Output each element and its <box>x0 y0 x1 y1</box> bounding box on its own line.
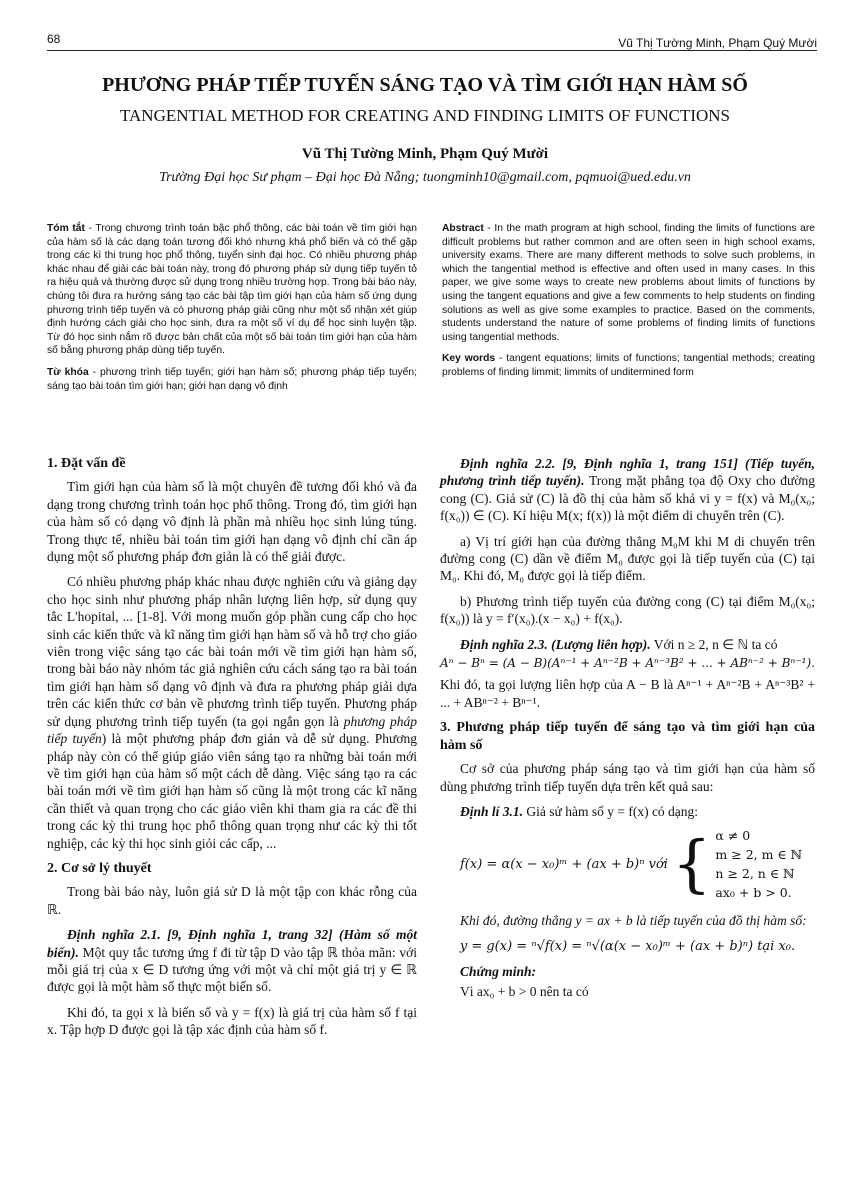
abstract-vn-text: - Trong chương trình toán bậc phổ thông, các bài toán về tìm giới hạn của hàm số là các dạng toán tương đối khó nhưng khá phổ biến và có thể gặp trong các kì thi trung học phổ thông, tuyển sinh đại học. Có nhiều phương pháp khác nhau để giải các bài toán này, trong đó phương pháp sử dụng tiếp tuyến tỏ ra hiệu quả và thường được sử dụng trong nhiều trường hợp. Trong bài báo này, chúng tôi đưa ra hướng sáng tạo các bài tập tìm giới hạn của hàm số ứng dụng phương trình tiếp tuyến và có phương pháp giải cũng như một số nhận xét giúp định hướng cách giải cho học sinh, đưa ra một số ví dụ để học sinh luyện tập. Từ đó học sinh nắm rõ được bản chất của một số bài toán tìm giới hạn của hàm số bằng phương pháp dùng tiếp tuyến. <box>47 223 417 357</box>
conjugate-identity: Aⁿ − Bⁿ = (A − B)(Aⁿ⁻¹ + Aⁿ⁻²B + Aⁿ⁻³B² + ... + ABⁿ⁻² + Bⁿ⁻¹). <box>440 656 815 671</box>
left-column <box>47 455 417 1047</box>
condition-item: n ≥ 2, n ∈ ℕ <box>715 866 795 882</box>
section-2-paragraph-1: Trong bài báo này, luôn giả sử D là một tập con khác rỗng của ℝ. <box>47 884 417 917</box>
running-header <box>47 30 817 51</box>
proof-heading: Chứng minh: <box>460 964 536 980</box>
theorem-3-1-conclusion: Khi đó, đường thẳng y = ax + b là tiếp tuyến của đồ thị hàm số: <box>460 913 807 929</box>
definition-2-3: Định nghĩa 2.3. (Lượng liên hợp). Với n ≥ 2, n ∈ ℕ ta có <box>460 636 778 652</box>
keywords-vn-text: - phương trình tiếp tuyến; giới hạn hàm số; phương pháp tiếp tuyến; sáng tạo bài toán tìm giới hạn; giới hạn dạng vô định <box>47 366 417 392</box>
section-2-paragraph-2: Khi đó, ta gọi x là biến số và y = f(x) là giá trị của hàm số f tại x. Tập hợp D được gọi là tập xác định của hàm số f. <box>47 1004 417 1038</box>
author-list: Vũ Thị Tường Minh, Phạm Quý Mười <box>301 146 549 162</box>
keywords-vn-label: Từ khóa <box>47 366 89 378</box>
page-number: 68 <box>47 32 61 46</box>
section-1-paragraph-2: Có nhiều phương pháp khác nhau được nghiên cứu và giảng dạy cho học sinh như phương pháp nhân lượng liên hợp, sử dụng quy tắc L'hopital, ... [1-8]. Với mong muốn góp phần cung cấp cho học sinh các kiến thức và kĩ năng tìm giới hạn hàm số và hỗ trợ cho giáo viên trong việc sáng tạo các bài toán mới về tìm giới hạn hàm số, trong bài báo này nhóm tác giả nghiên cứu cách sáng tạo ra bài toán tìm giới hạn hàm số dạng vô định và đưa ra phương pháp giải dựa trên các kiến thức cơ bản về phương trình tiếp tuyến. Phương pháp sử dụng phương trình tiếp tuyến (ta gọi ngắn gọn là phương pháp tiếp tuyến) là một phương pháp đơn giản và dễ sử dụng. Phương pháp này còn có thể giúp giáo viên sáng tạo ra những bài toán mới về tìm giới hạn của hàm số một cách dễ dàng. Việc sáng tạo ra các bài toán mới về tìm giới hạn hàm số cũng là một trong các kĩ năng cần thiết và quan trọng cho các giáo viên khi tham gia ra các đề thi trong các kỳ thi trung học phổ thông quan trọng như các kỳ thi tốt nghiệp, các kỳ thi học sinh giỏi các cấp, ... <box>47 574 418 851</box>
definition-2-2-part-a: a) Vị trí giới hạn của đường thẳng M₀M khi M di chuyển trên đường cong (C) dần về điểm M₀ được gọi là tiếp tuyến của (C) tại M₀. Khi đó, M₀ được gọi là tiếp điểm. <box>440 533 815 584</box>
condition-item: m ≥ 2, m ∈ ℕ <box>715 847 803 863</box>
title-vietnamese: PHƯƠNG PHÁP TIẾP TUYẾN SÁNG TẠO VÀ TÌM GIỚI HẠN HÀM SỐ <box>102 74 748 96</box>
right-column <box>440 455 815 1008</box>
definition-2-1: Định nghĩa 2.1. [9, Định nghĩa 1, trang 32] (Hàm số một biến). Một quy tắc tương ứng f đi từ tập D vào tập ℝ thỏa mãn: với mỗi giá trị của x ∈ D tương ứng với một và chỉ một giá trị y ∈ ℝ được gọi là một hàm số thực một biến số. <box>47 927 417 995</box>
definition-2-2: Định nghĩa 2.2. [9, Định nghĩa 1, trang 151] (Tiếp tuyến, phương trình tiếp tuyến). Trong mặt phẳng tọa độ Oxy cho đường cong (C). Giả sử (C) là đồ thị của hàm số khả vi y = f(x) và M₀(x₀; f(x₀)) ∈ (C). Kí hiệu M(x; f(x)) là một điểm di chuyển trên (C). <box>440 456 815 524</box>
abstract-english <box>442 222 815 380</box>
theorem-3-1-equation: y = g(x) = ⁿ√f(x) = ⁿ√(α(x − x₀)ᵐ + (ax + b)ⁿ) tại x₀. <box>459 938 796 954</box>
section-3-paragraph-1: Cơ sở của phương pháp sáng tạo và tìm giới hạn của hàm số dùng phương trình tiếp tuyến dựa trên kết quả sau: <box>440 761 815 794</box>
condition-item: ax₀ + b > 0. <box>715 885 792 901</box>
abstract-vn-label: Tóm tắt <box>47 223 85 234</box>
theorem-3-1: Định lí 3.1. Giả sử hàm số y = f(x) có dạng: <box>460 803 699 819</box>
abstract-en-label: Abstract <box>442 223 484 234</box>
condition-item: α ≠ 0 <box>715 828 751 844</box>
keywords-en-text: - tangent equations; limits of functions; tangential methods; creating problems of finding limmit; limmits of unditermined form <box>442 353 815 378</box>
abstract-en-text: - In the math program at high school, finding the limits of functions are difficult problems but rather common and are often seen in high school exams, university exams. There are many different methods to solve such problems, in which the tangential method is effective and often used in many cases. In this paper, we give some ways to create new problems about limits of functions by using the tangent equations and give a few comments to help students on finding solutions as well as give some examples to practice. Based on the comments, students understand the nature of some problems of finding limits of functions using tangential methods. <box>442 223 815 343</box>
section-3-title: 3. Phương pháp tiếp tuyến để sáng tạo và tìm giới hạn của hàm số <box>440 720 815 753</box>
theorem-3-1-formula <box>460 826 815 902</box>
affiliation: Trường Đại học Sư phạm – Đại học Đà Nẵng; tuongminh10@gmail.com, pqmuoi@ued.edu.vn <box>159 170 691 185</box>
conditions-list <box>715 826 802 902</box>
conjugate-definition: Khi đó, ta gọi lượng liên hợp của A − B là Aⁿ⁻¹ + Aⁿ⁻²B + Aⁿ⁻³B² + ... + ABⁿ⁻² + Bⁿ⁻¹. <box>440 677 815 710</box>
section-1-paragraph-1: Tìm giới hạn của hàm số là một chuyên đề tương đối khó và đa dạng trong chương trình toán học phổ thông. Trong đó, tìm giới hạn của hàm số có dạng vô định là phần mà nhiều học sinh lúng túng. Trong thực tế, nhiều bài toán tìm giới hạn dạng vô định chỉ cần áp dụng một số phương pháp đơn giản là có thể giải được. <box>47 479 417 565</box>
proof-line: Vì ax₀ + b > 0 nên ta có <box>460 983 589 999</box>
header-authors: Vũ Thị Tường Minh, Phạm Quý Mười <box>618 36 817 50</box>
keywords-en-label: Key words <box>442 353 496 365</box>
left-brace-icon: { <box>671 827 712 901</box>
section-2-title: 2. Cơ sở lý thuyết <box>47 860 152 876</box>
function-definition: f(x) = α(x − x₀)ᵐ + (ax + b)ⁿ với <box>460 856 668 872</box>
section-1-title: 1. Đặt vấn đề <box>47 456 126 471</box>
definition-2-2-part-b: b) Phương trình tiếp tuyến của đường cong (C) tại điểm M₀(x₀; f(x₀)) là y = f′(x₀).(x − x₀) + f(x₀). <box>440 593 815 627</box>
emphasis-tangent-method: phương pháp tiếp tuyến <box>47 713 418 747</box>
abstract-vietnamese <box>47 222 417 393</box>
title-english: TANGENTIAL METHOD FOR CREATING AND FINDING LIMITS OF FUNCTIONS <box>120 106 730 125</box>
